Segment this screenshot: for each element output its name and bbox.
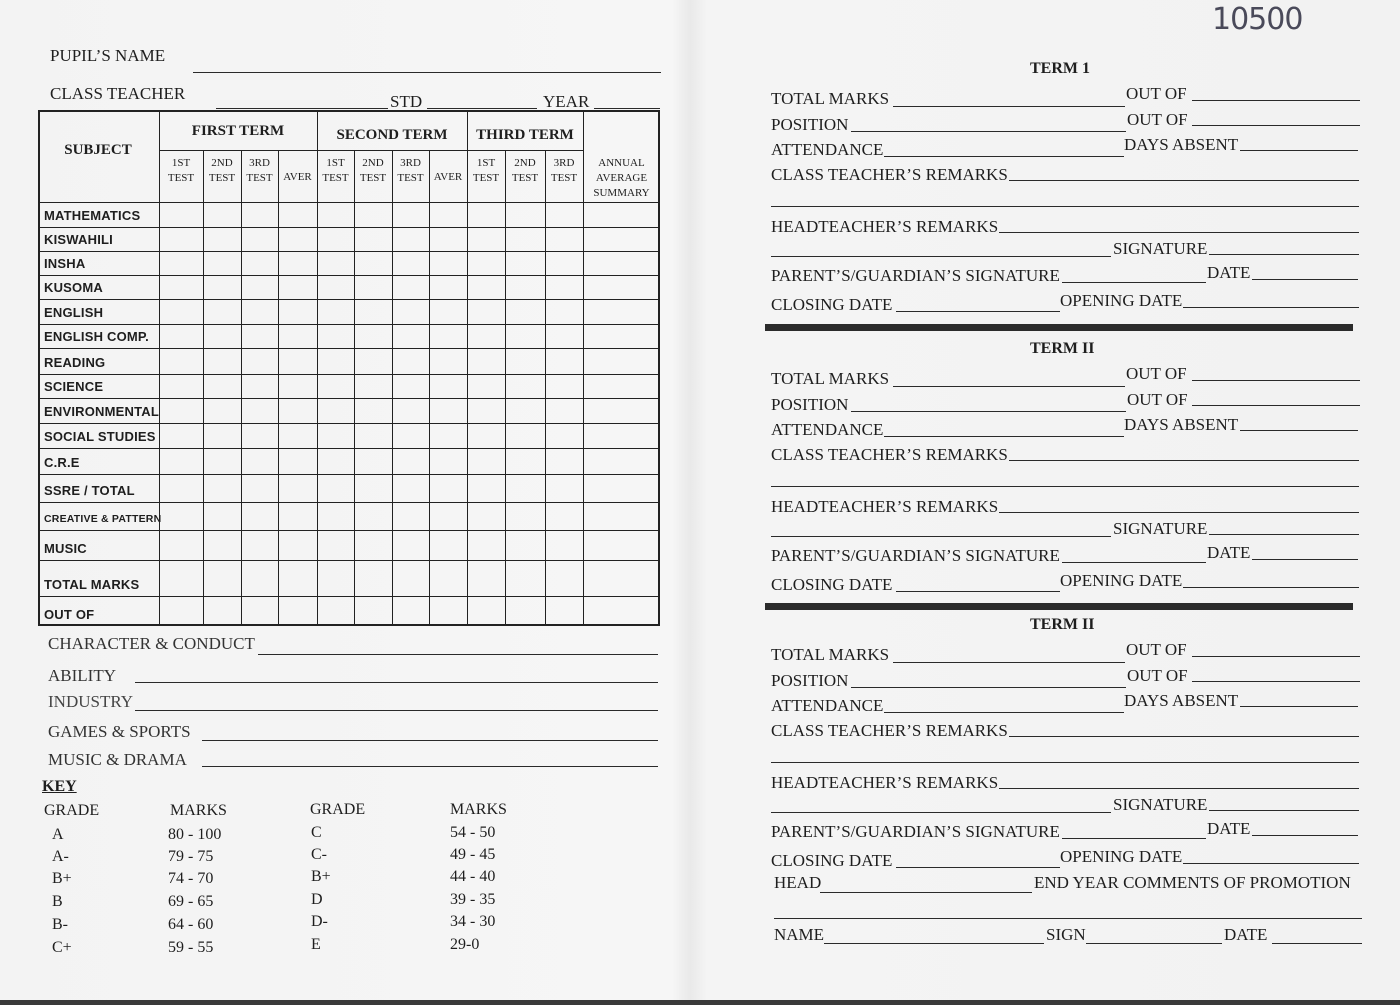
date-line[interactable] [1252,835,1358,836]
table-column-divider [545,150,546,626]
total-marks-label: TOTAL MARKS [771,89,890,108]
position-label: POSITION [771,115,849,134]
key-marks: 49 - 45 [450,846,496,863]
sub-column-header [545,156,583,186]
closing-date-label: CLOSING DATE [771,295,893,314]
second-term-header: SECOND TERM [336,127,448,143]
key-grade: B- [52,916,68,933]
year-line[interactable] [594,108,660,109]
games-sports-label: GAMES & SPORTS [48,722,191,741]
position-label: POSITION [771,395,849,414]
footer-date-label: DATE [1224,925,1268,944]
key-grade: C+ [52,939,72,956]
subject-row-label: C.R.E [44,455,80,470]
std-line[interactable] [427,108,537,109]
sub-column-label: TEST [511,172,539,184]
out-of-line[interactable] [1192,100,1360,101]
key-grade: B [52,893,63,910]
sub-column-header [467,156,505,186]
key-marks: 29-0 [450,936,480,953]
head-label: HEAD [774,873,822,892]
table-row-divider [38,374,660,375]
table-row-divider [38,275,660,276]
sub-column-header [317,156,354,186]
signature-label: SIGNATURE [1113,795,1208,814]
end-year-comments-label: END YEAR COMMENTS OF PROMOTION [1034,873,1351,892]
subject-row-label: ENGLISH COMP. [44,329,149,344]
key-marks: 54 - 50 [450,824,496,841]
name-line[interactable] [824,943,1044,944]
date-label: DATE [1207,819,1251,838]
grade-header-right: GRADE [310,801,366,818]
sub-column-label: TEST [472,172,500,184]
table-row-divider [38,324,660,325]
key-marks: 80 - 100 [168,826,222,843]
sub-column-label: TEST [550,172,578,184]
signature-line[interactable] [1209,534,1359,535]
total-marks-line[interactable] [893,662,1125,663]
term-separator-bar [765,603,1353,610]
total-marks-label: TOTAL MARKS [771,369,890,388]
table-column-divider [354,150,355,626]
date-line[interactable] [1252,559,1358,560]
sub-column-header [505,156,545,186]
key-marks: 59 - 55 [168,939,214,956]
key-marks: 69 - 65 [168,893,214,910]
sub-column-label: AVER [433,171,463,183]
subject-row-label: SCIENCE [44,379,104,394]
sub-column-header [159,156,203,186]
music-drama-label: MUSIC & DRAMA [48,750,187,769]
class-teacher-remarks-line-2[interactable] [771,206,1359,207]
sign-label: SIGN [1046,925,1086,944]
table-column-divider [278,150,279,626]
table-row-divider [38,348,660,349]
sign-line[interactable] [1086,943,1222,944]
year-label: YEAR [543,92,590,111]
out-of-line[interactable] [1192,405,1360,406]
annual-label: ANNUAL [598,157,645,169]
pupil-name-line[interactable] [193,72,661,73]
closing-date-label: CLOSING DATE [771,851,893,870]
table-column-divider [159,110,160,626]
attendance-line[interactable] [884,156,1124,157]
key-marks: 44 - 40 [450,868,496,885]
pupil-name-label: PUPIL’S NAME [50,46,166,65]
key-grade: A- [52,848,69,865]
class-teacher-remarks-label: CLASS TEACHER’S REMARKS [771,165,1008,184]
sub-column-label: TEST [397,172,424,184]
attendance-label: ATTENDANCE [771,420,884,439]
key-marks: 34 - 30 [450,913,496,930]
table-row-divider [38,299,660,300]
table-row-divider [38,530,660,531]
subject-header: SUBJECT [64,142,132,158]
marks-table [38,110,660,626]
table-column-divider [505,150,506,626]
key-grade: B+ [52,870,72,887]
out-of-label: OUT OF [1126,364,1187,383]
sub-column-label: 2ND [211,157,233,169]
table-row-divider [38,227,660,228]
character-conduct-label: CHARACTER & CONDUCT [48,634,255,653]
parent-signature-label: PARENT’S/GUARDIAN’S SIGNATURE [771,822,1060,841]
class-teacher-remarks-line-2[interactable] [771,486,1359,487]
table-row-divider [38,251,660,252]
out-of-line[interactable] [1192,125,1360,126]
subject-row-label: SOCIAL STUDIES [44,429,156,444]
end-year-comments-line[interactable] [774,918,1362,919]
total-marks-label: TOTAL MARKS [771,645,890,664]
opening-date-label: OPENING DATE [1060,571,1183,590]
grade-header-left: GRADE [44,802,100,819]
attendance-label: ATTENDANCE [771,696,884,715]
opening-date-line[interactable] [1183,863,1359,864]
annual-average-summary-header [583,156,660,201]
closing-date-label: CLOSING DATE [771,575,893,594]
subject-row-label: OUT OF [44,607,95,622]
class-teacher-remarks-line[interactable] [1009,736,1359,737]
subject-row-label: INSHA [44,256,86,271]
signature-label: SIGNATURE [1113,519,1208,538]
key-grade: C [311,824,322,841]
term-title: TERM II [1030,340,1095,357]
signature-line[interactable] [1209,254,1359,255]
key-grade: A [52,826,64,843]
sub-column-label: 1ST [476,157,496,169]
class-teacher-remarks-line[interactable] [1009,180,1359,181]
marks-header-right: MARKS [450,801,507,818]
key-grade: B+ [311,868,331,885]
sub-column-header [278,170,317,185]
term-header-divider [159,150,583,151]
sub-column-label: 1ST [326,157,345,169]
out-of-label: OUT OF [1127,390,1188,409]
days-absent-label: DAYS ABSENT [1124,415,1239,434]
closing-date-line[interactable] [896,591,1060,592]
parent-signature-line[interactable] [1062,282,1206,283]
ability-label: ABILITY [48,666,116,685]
key-grade: E [311,936,321,953]
signature-line[interactable] [1209,810,1359,811]
headteacher-remarks-line[interactable] [999,788,1359,789]
subject-row-label: ENGLISH [44,305,104,320]
sub-column-label: TEST [359,172,387,184]
out-of-line[interactable] [1192,380,1360,381]
term-title: TERM 1 [1030,60,1090,77]
days-absent-line[interactable] [1240,150,1358,151]
subject-row-label: MUSIC [44,541,87,556]
parent-signature-line[interactable] [1062,838,1206,839]
sub-column-header [392,156,429,186]
first-term-header: FIRST TERM [191,123,285,139]
subject-row-label: KUSOMA [44,280,103,295]
key-marks: 39 - 35 [450,891,496,908]
key-grade: D- [311,913,328,930]
parent-signature-line[interactable] [1062,562,1206,563]
days-absent-label: DAYS ABSENT [1124,691,1239,710]
table-column-divider [392,150,393,626]
character-conduct-line[interactable] [258,654,658,655]
sub-column-header [429,170,467,185]
opening-date-label: OPENING DATE [1060,291,1183,310]
key-marks: 79 - 75 [168,848,214,865]
signature-line-left[interactable] [771,536,1111,537]
footer-date-line[interactable] [1272,943,1362,944]
attendance-line[interactable] [884,712,1124,713]
third-term-header: THIRD TERM [476,127,574,143]
out-of-line[interactable] [1192,656,1360,657]
days-absent-line[interactable] [1240,430,1358,431]
class-teacher-remarks-label: CLASS TEACHER’S REMARKS [771,721,1008,740]
sub-column-label: 2ND [514,157,536,169]
subject-row-label: SSRE / TOTAL [44,483,135,498]
opening-date-line[interactable] [1183,307,1359,308]
term-title: TERM II [1030,616,1095,633]
sub-column-label: TEST [208,172,236,184]
class-teacher-remarks-label: CLASS TEACHER’S REMARKS [771,445,1008,464]
out-of-label: OUT OF [1126,84,1187,103]
table-column-divider [203,150,204,626]
std-label: STD [390,92,423,111]
closing-date-line[interactable] [896,311,1060,312]
out-of-line[interactable] [1192,681,1360,682]
sub-column-label: TEST [322,172,349,184]
sub-column-label: 3RD [249,157,270,169]
subject-row-label: KISWAHILI [44,232,113,247]
sub-column-header [241,156,278,186]
key-marks: 64 - 60 [168,916,214,933]
parent-signature-label: PARENT’S/GUARDIAN’S SIGNATURE [771,546,1060,565]
out-of-label: OUT OF [1127,110,1188,129]
attendance-line[interactable] [884,436,1124,437]
position-label: POSITION [771,671,849,690]
subject-row-label: CREATIVE & PATTERN [44,513,162,525]
subject-row-label: TOTAL MARKS [44,577,140,592]
sub-column-label: 3RD [553,157,575,169]
marks-header-left: MARKS [170,802,227,819]
table-row-divider [38,423,660,424]
out-of-label: OUT OF [1126,640,1187,659]
sub-column-label: AVER [283,171,312,183]
days-absent-line[interactable] [1240,706,1358,707]
sub-column-header [354,156,392,186]
handwritten-number: 10500 [1212,2,1303,37]
table-column-divider [467,110,468,626]
position-line[interactable] [851,411,1126,412]
table-row-divider [38,474,660,475]
table-row-divider [38,502,660,503]
table-row-divider [38,398,660,399]
signature-line-left[interactable] [771,812,1111,813]
head-line[interactable] [820,892,1032,893]
summary-label: SUMMARY [593,187,650,199]
headteacher-remarks-line[interactable] [999,232,1359,233]
sub-column-label: 2ND [362,157,384,169]
key-grade: C- [311,846,327,863]
subject-row-label: READING [44,355,106,370]
games-sports-line[interactable] [202,740,658,741]
table-column-divider [317,110,318,626]
table-column-divider [241,150,242,626]
ability-line[interactable] [135,682,658,683]
subject-row-label: MATHEMATICS [44,208,141,223]
industry-label: INDUSTRY [48,692,134,711]
key-marks: 74 - 70 [168,870,214,887]
average-label: AVERAGE [595,172,648,184]
class-teacher-line[interactable] [216,108,388,109]
closing-date-line[interactable] [896,867,1060,868]
position-line[interactable] [851,687,1126,688]
parent-signature-label: PARENT’S/GUARDIAN’S SIGNATURE [771,266,1060,285]
date-line[interactable] [1252,279,1358,280]
subject-row-label: ENVIRONMENTAL [44,404,160,419]
table-row-divider [38,560,660,561]
table-row-divider [38,448,660,449]
total-marks-line[interactable] [893,386,1125,387]
headteacher-remarks-label: HEADTEACHER’S REMARKS [771,217,999,236]
music-drama-line[interactable] [202,766,658,767]
headteacher-remarks-label: HEADTEACHER’S REMARKS [771,773,999,792]
opening-date-label: OPENING DATE [1060,847,1183,866]
attendance-label: ATTENDANCE [771,140,884,159]
table-row-divider [38,596,660,597]
days-absent-label: DAYS ABSENT [1124,135,1239,154]
sub-column-label: TEST [246,172,273,184]
industry-line[interactable] [135,710,658,711]
sub-column-label: TEST [167,172,195,184]
sub-column-header [203,156,241,186]
total-marks-line[interactable] [893,106,1125,107]
name-label: NAME [774,925,825,944]
table-column-divider [429,150,430,626]
key-title: KEY [42,778,77,795]
date-label: DATE [1207,543,1251,562]
date-label: DATE [1207,263,1251,282]
key-grade: D [311,891,323,908]
out-of-label: OUT OF [1127,666,1188,685]
sub-column-label: 1ST [171,157,191,169]
opening-date-line[interactable] [1183,587,1359,588]
class-teacher-remarks-line[interactable] [1009,460,1359,461]
signature-line-left[interactable] [771,256,1111,257]
term-separator-bar [765,324,1353,331]
sub-column-label: 3RD [400,157,421,169]
class-teacher-label: CLASS TEACHER [50,84,186,103]
position-line[interactable] [851,131,1126,132]
table-row-divider [38,202,660,203]
table-border [38,110,660,626]
class-teacher-remarks-line-2[interactable] [771,762,1359,763]
headteacher-remarks-line[interactable] [999,512,1359,513]
headteacher-remarks-label: HEADTEACHER’S REMARKS [771,497,999,516]
signature-label: SIGNATURE [1113,239,1208,258]
